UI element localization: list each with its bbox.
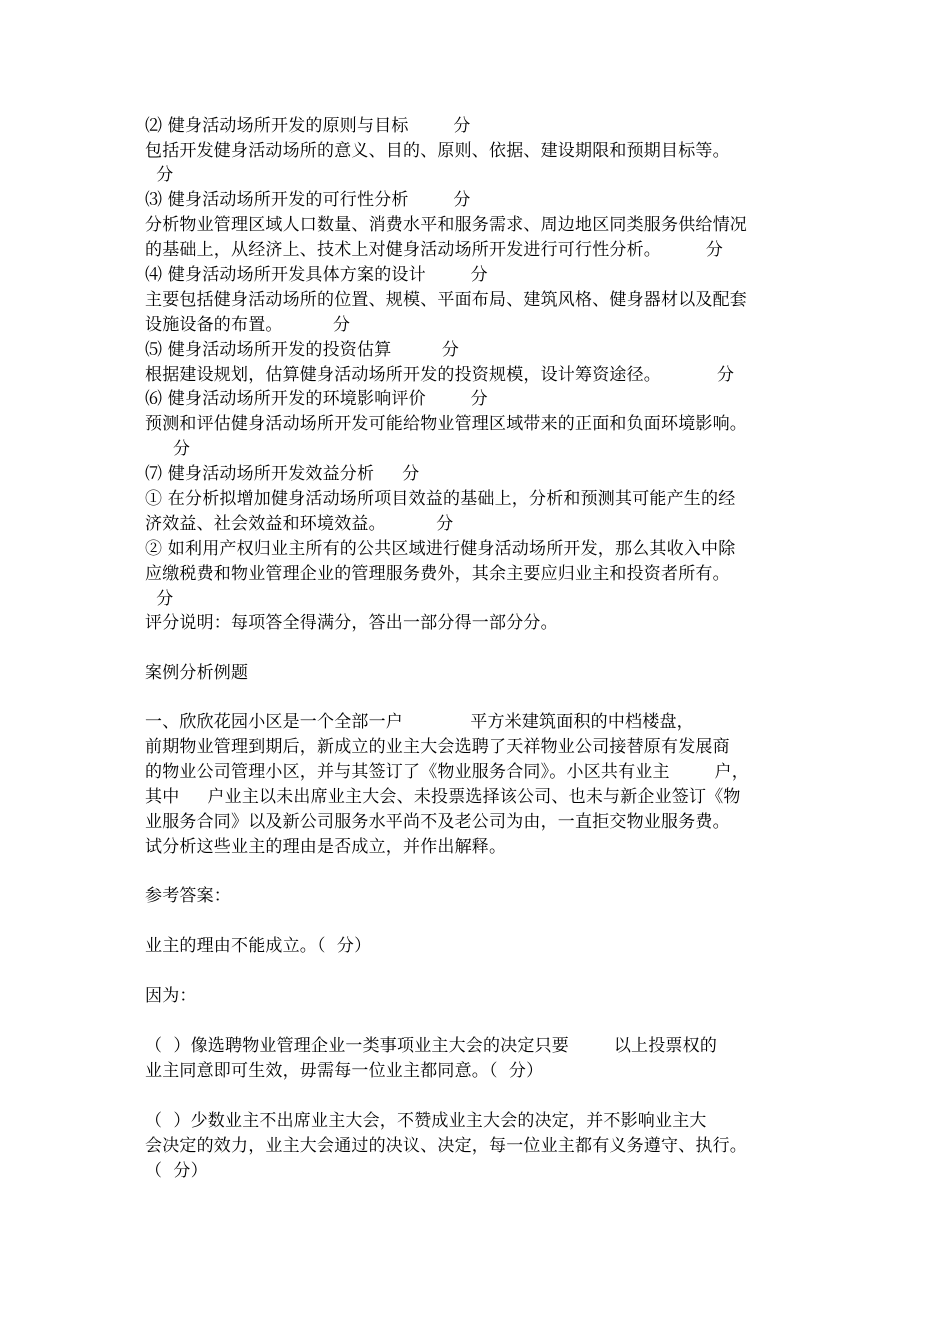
text-line: （ 分） (145, 1161, 208, 1181)
text-line: 前期物业管理到期后，新成立的业主大会选聘了天祥物业公司接替原有发展商 (145, 737, 730, 757)
text-line: 业主同意即可生效，毋需每一位业主都同意。（ 分） (145, 1061, 544, 1081)
text-line: 包括开发健身活动场所的意义、目的、原则、依据、建设期限和预期目标等。 (145, 141, 730, 161)
text-line: 根据建设规划，估算健身活动场所开发的投资规模，设计筹资途径。 分 (145, 365, 735, 385)
text-line: 一、欣欣花园小区是一个全部一户 平方米建筑面积的中档楼盘， (145, 712, 694, 732)
text-line: ⑵ 健身活动场所开发的原则与目标 分 (145, 116, 471, 136)
text-line: ⑺ 健身活动场所开发效益分析 分 (145, 464, 420, 484)
text-line: 预测和评估健身活动场所开发可能给物业管理区域带来的正面和负面环境影响。 (145, 414, 747, 434)
text-line: （ ）像选聘物业管理企业一类事项业主大会的决定只要 以上投票权的 (145, 1036, 718, 1056)
text-line: 的基础上，从经济上、技术上对健身活动场所开发进行可行性分析。 分 (145, 240, 724, 260)
text-line: 济效益、社会效益和环境效益。 分 (145, 514, 454, 534)
text-line: 分析物业管理区域人口数量、消费水平和服务需求、周边地区同类服务供给情况 (145, 215, 747, 235)
text-line: 业服务合同》以及新公司服务水平尚不及老公司为由，一直拒交物业服务费。 (145, 812, 730, 832)
text-line: 业主的理由不能成立。（ 分） (145, 936, 372, 956)
text-line: 因为： (145, 986, 197, 1006)
text-line: ⑹ 健身活动场所开发的环境影响评价 分 (145, 389, 488, 409)
section-heading: 案例分析例题 (145, 663, 249, 683)
text-line: 分 (145, 165, 174, 185)
text-line: 设施设备的布置。 分 (145, 315, 351, 335)
text-line: 其中 户业主以未出席业主大会、未投票选择该公司、也未与新企业签订《物 (145, 787, 741, 807)
text-line: 主要包括健身活动场所的位置、规模、平面布局、建筑风格、健身器材以及配套 (145, 290, 747, 310)
text-line: 会决定的效力，业主大会通过的决议、决定，每一位业主都有义务遵守、执行。 (145, 1136, 747, 1156)
text-line: ② 如利用产权归业主所有的公共区域进行健身活动场所开发，那么其收入中除 (145, 539, 736, 559)
text-line: 评分说明：每项答全得满分，答出一部分得一部分分。 (145, 613, 558, 633)
text-line: 试分析这些业主的理由是否成立，并作出解释。 (145, 837, 507, 857)
text-line: ① 在分析拟增加健身活动场所项目效益的基础上，分析和预测其可能产生的经 (145, 489, 736, 509)
text-line: 的物业公司管理小区，并与其签订了《物业服务合同》。小区共有业主 户， (145, 762, 749, 782)
text-line: 分 (145, 439, 191, 459)
text-line: ⑷ 健身活动场所开发具体方案的设计 分 (145, 265, 488, 285)
text-line: ⑶ 健身活动场所开发的可行性分析 分 (145, 190, 471, 210)
text-line: 分 (145, 589, 174, 609)
text-line: 参考答案： (145, 886, 231, 906)
text-line: ⑸ 健身活动场所开发的投资估算 分 (145, 340, 460, 360)
text-line: 应缴税费和物业管理企业的管理服务费外，其余主要应归业主和投资者所有。 (145, 564, 730, 584)
text-line: （ ）少数业主不出席业主大会，不赞成业主大会的决定，并不影响业主大 (145, 1111, 707, 1131)
